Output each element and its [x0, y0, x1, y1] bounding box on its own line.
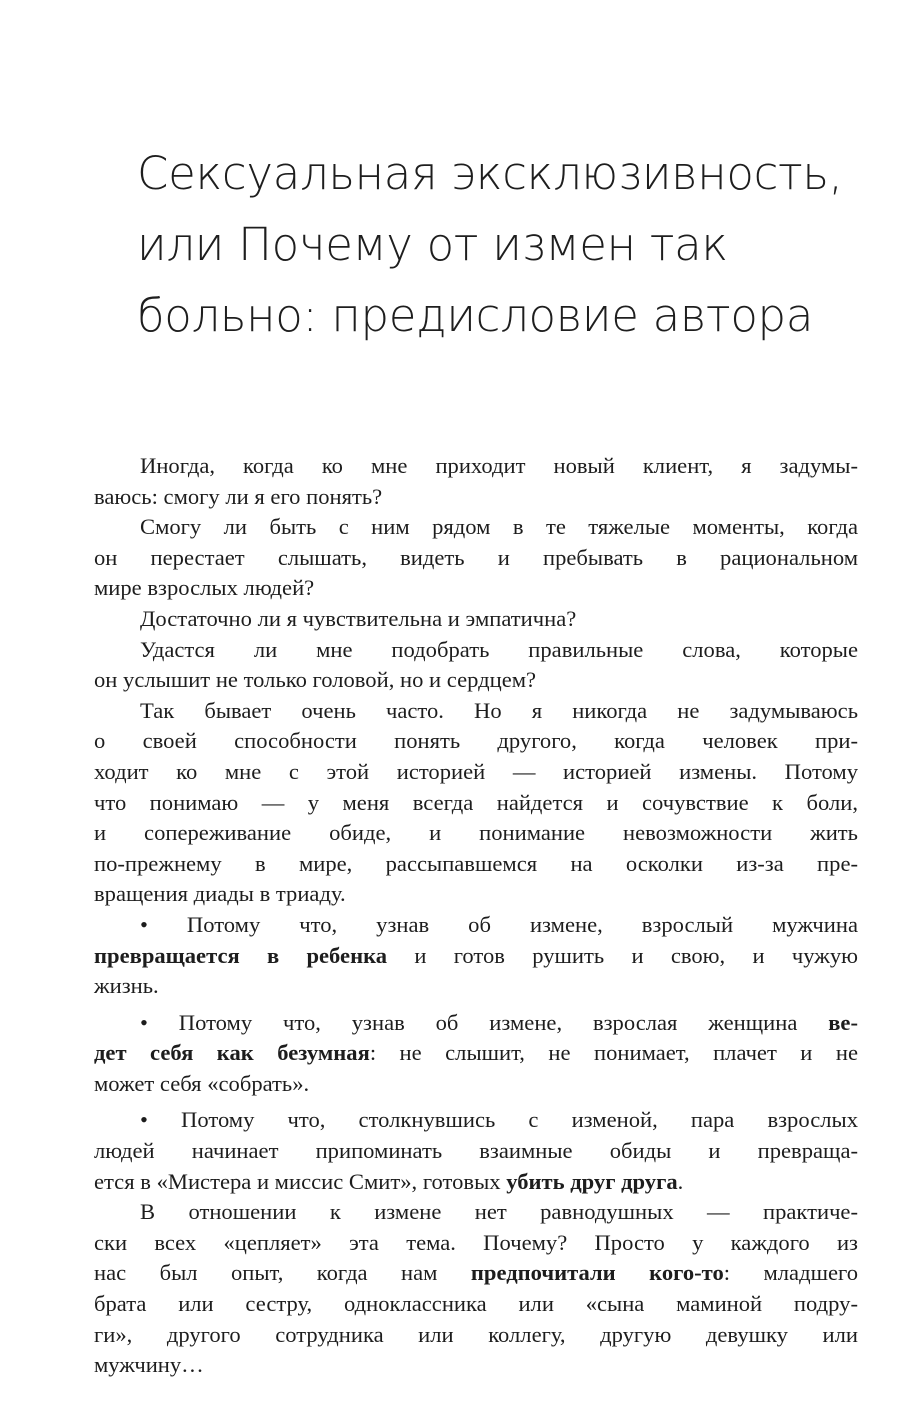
text-line: может себя «собрать».: [94, 1070, 310, 1096]
bold-phrase: убить друг друга: [506, 1168, 678, 1194]
text-line: [94, 1258, 858, 1289]
chapter-body: [94, 451, 858, 1381]
text-line: и сопереживание обиде, и понимание невозможности жить: [94, 820, 858, 846]
bold-phrase: дет себя как безумная: [94, 1040, 370, 1066]
title-line: или Почему от измен так: [137, 218, 728, 271]
chapter-title: [137, 138, 877, 351]
text-fragment: : младшего: [723, 1260, 859, 1286]
paragraph: [94, 635, 858, 696]
text-line: жизнь.: [94, 973, 159, 999]
text-line: ваюсь: смогу ли я его понять?: [94, 483, 383, 509]
text-fragment: : не слышит, не понимает, плачет и не: [369, 1040, 858, 1066]
text-line: о своей способности понять другого, когда человек при-: [94, 728, 858, 754]
text-line: ски всех «цепляет» эта тема. Почему? Просто у каждого из: [94, 1229, 858, 1255]
text-line: он услышит не только головой, но и сердцем?: [94, 667, 537, 693]
text-line: людей начинает припоминать взаимные обиды и превраща-: [94, 1138, 858, 1164]
text-line: [94, 1008, 858, 1039]
text-fragment: ется в «Мистера и миссис Смит», готовых: [94, 1168, 507, 1194]
title-line: больно: предисловие автора: [137, 289, 814, 342]
bold-phrase: превращается в ребенка: [94, 942, 388, 968]
text-line: Удастся ли мне подобрать правильные слова, которые: [140, 636, 858, 662]
text-line: ги», другого сотрудника или коллегу, другую девушку или: [94, 1321, 858, 1347]
paragraph: [94, 512, 858, 604]
text-line: по-прежнему в мире, рассыпавшемся на осколки из-за пре-: [94, 850, 858, 876]
bold-phrase: предпочитали кого-то: [470, 1260, 724, 1286]
text-line: мире взрослых людей?: [94, 575, 315, 601]
text-line: мужчину…: [94, 1352, 204, 1378]
text-line: брата или сестру, одноклассника или «сына маминой подру-: [94, 1291, 858, 1317]
text-line: • Потому что, узнав об измене, взрослый мужчина: [140, 911, 858, 937]
paragraph: [94, 1197, 858, 1381]
bold-phrase: ве-: [828, 1009, 858, 1035]
text-line: ходит ко мне с этой историей — историей измены. Потому: [94, 758, 858, 784]
text-line: Иногда, когда ко мне приходит новый клиент, я задумы-: [140, 453, 858, 478]
text-line: он перестает слышать, видеть и пребывать в рациональном: [94, 544, 858, 570]
text-line: • Потому что, столкнувшись с изменой, пара взрослых: [140, 1107, 858, 1133]
bullet-item: [94, 910, 858, 1002]
text-line: [94, 1167, 858, 1198]
title-line: Сексуальная эксклюзивность,: [137, 147, 843, 200]
text-fragment: • Потому что, узнав об измене, взрослая женщина: [140, 1009, 829, 1035]
text-line: Так бывает очень часто. Но я никогда не задумываюсь: [140, 697, 858, 723]
text-line: [94, 941, 858, 972]
bullet-item: [94, 1008, 858, 1100]
text-line: Достаточно ли я чувствительна и эмпатична?: [140, 605, 577, 631]
text-line: вращения диады в триаду.: [94, 881, 346, 907]
paragraph: [94, 604, 858, 635]
paragraph: [94, 451, 858, 512]
text-fragment: и готов рушить и свою, и чужую: [387, 942, 858, 968]
text-line: [94, 1038, 858, 1069]
text-fragment: .: [677, 1168, 684, 1194]
text-line: В отношении к измене нет равнодушных — практиче-: [140, 1199, 858, 1225]
text-line: что понимаю — у меня всегда найдется и сочувствие к боли,: [94, 789, 858, 815]
text-line: Смогу ли быть с ним рядом в те тяжелые моменты, когда: [140, 514, 858, 540]
text-fragment: нас был опыт, когда нам: [94, 1260, 471, 1286]
bullet-item: [94, 1105, 858, 1197]
paragraph: [94, 696, 858, 910]
